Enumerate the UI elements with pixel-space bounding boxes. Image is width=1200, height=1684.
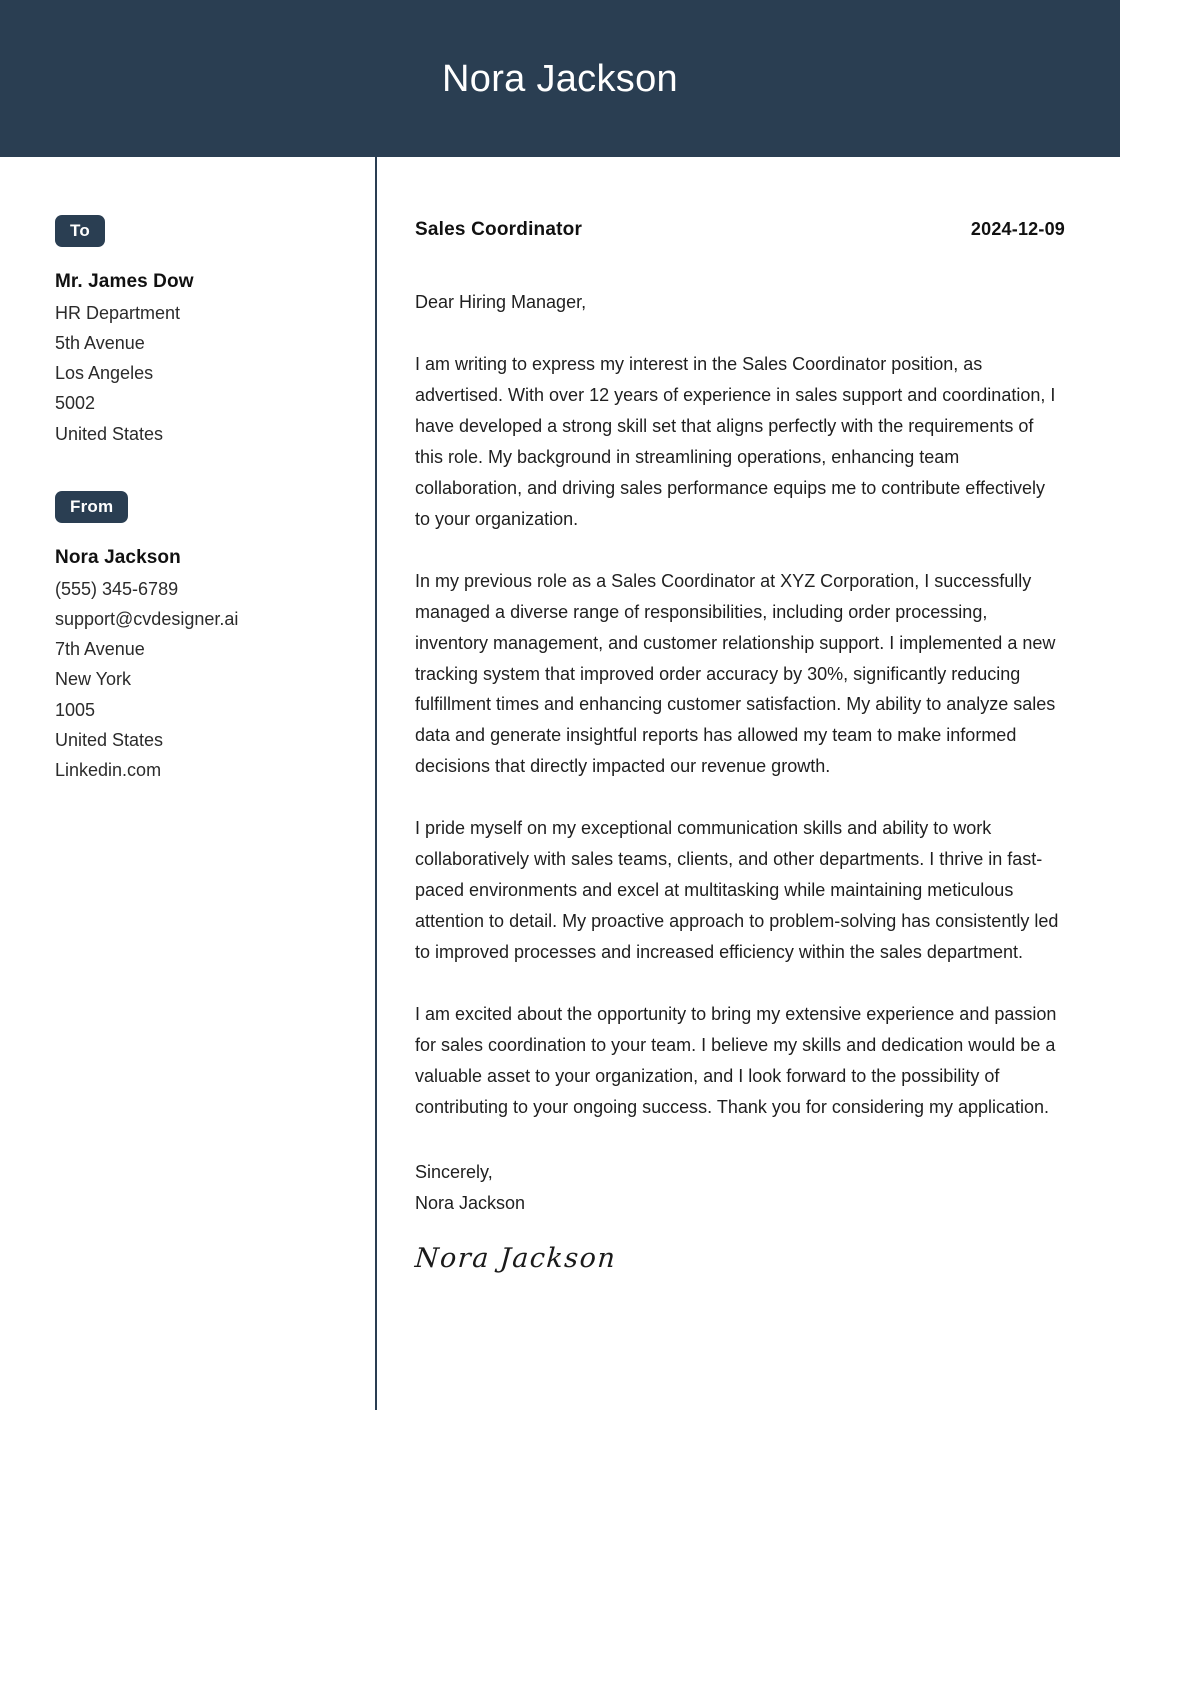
sender-phone: (555) 345-6789: [55, 578, 179, 599]
letter-paragraph: I pride myself on my exceptional communication skills and ability to work collaboratively with sales teams, clients, and other departments. I thrive in fast-paced environments and excel at multitasking while maintaining meticulous attention to detail. My proactive approach to problem-solving has consistently led to improved processes and increased efficiency within the sales department.: [415, 818, 1059, 963]
recipient-name: Mr. James Dow: [55, 271, 194, 292]
closing-block: [415, 1157, 1065, 1219]
letter-header: [415, 157, 1065, 241]
recipient-line: 5th Avenue: [55, 333, 145, 353]
letter-paragraph: I am excited about the opportunity to bring my extensive experience and passion for sales coordination to your team. I believe my skills and dedication would be a valuable asset to your organization, and I look forward to the possibility of contributing to your ongoing success. Thank you for considering my application.: [415, 1004, 1057, 1117]
sender-line: New York: [55, 669, 132, 690]
sender-address: [55, 543, 360, 785]
sender-email: support@cvdesigner.ai: [55, 608, 239, 629]
recipient-line: Los Angeles: [55, 363, 154, 384]
recipient-line: HR Department: [55, 302, 181, 323]
letter-content: [415, 157, 1065, 1272]
sender-block: [55, 491, 360, 785]
sidebar: [0, 157, 360, 785]
page-title: Nora Jackson: [442, 57, 678, 100]
recipient-line: United States: [55, 423, 164, 444]
header-banner: [0, 0, 1120, 157]
recipient-address: [55, 267, 360, 449]
job-title: Sales Coordinator: [415, 219, 583, 240]
letter-paragraph: In my previous role as a Sales Coordinator at XYZ Corporation, I successfully managed a diverse range of responsibilities, including order processing, inventory management, and customer relationship support. I implemented a new tracking system that improved order accuracy by 30%, significantly reducing fulfillment times and enhancing customer satisfaction. My ability to analyze sales data and generate insightful reports has allowed my team to make informed decisions that directly impacted our revenue growth.: [415, 570, 1056, 777]
closing-salutation: Sincerely,: [415, 1161, 493, 1182]
closing-name: Nora Jackson: [415, 1192, 526, 1213]
sender-website: Linkedin.com: [55, 760, 162, 781]
letter-paragraphs: [415, 287, 1065, 1272]
from-badge: From: [55, 491, 128, 523]
recipient-block: [55, 215, 360, 449]
to-badge: To: [55, 215, 105, 247]
sender-line: 7th Avenue: [55, 639, 145, 660]
recipient-line: 5002: [55, 393, 96, 414]
letter-paragraph: I am writing to express my interest in the Sales Coordinator position, as advertised. With over 12 years of experience in sales support and coordination, I have developed a strong skill set that aligns perfectly with the requirements of this role. My background in streamlining operations, enhancing team collaboration, and driving sales performance equips me to contribute effectively to your organization.: [415, 353, 1056, 529]
sender-line: 1005: [55, 699, 96, 720]
column-divider: [375, 157, 377, 1410]
salutation: Dear Hiring Manager,: [415, 292, 587, 312]
letter-date: 2024-12-09: [970, 219, 1065, 239]
sender-name: Nora Jackson: [55, 546, 181, 568]
document-body: [0, 157, 1120, 1684]
sender-line: United States: [55, 729, 164, 750]
signature: Nora Jackson: [413, 1242, 618, 1274]
